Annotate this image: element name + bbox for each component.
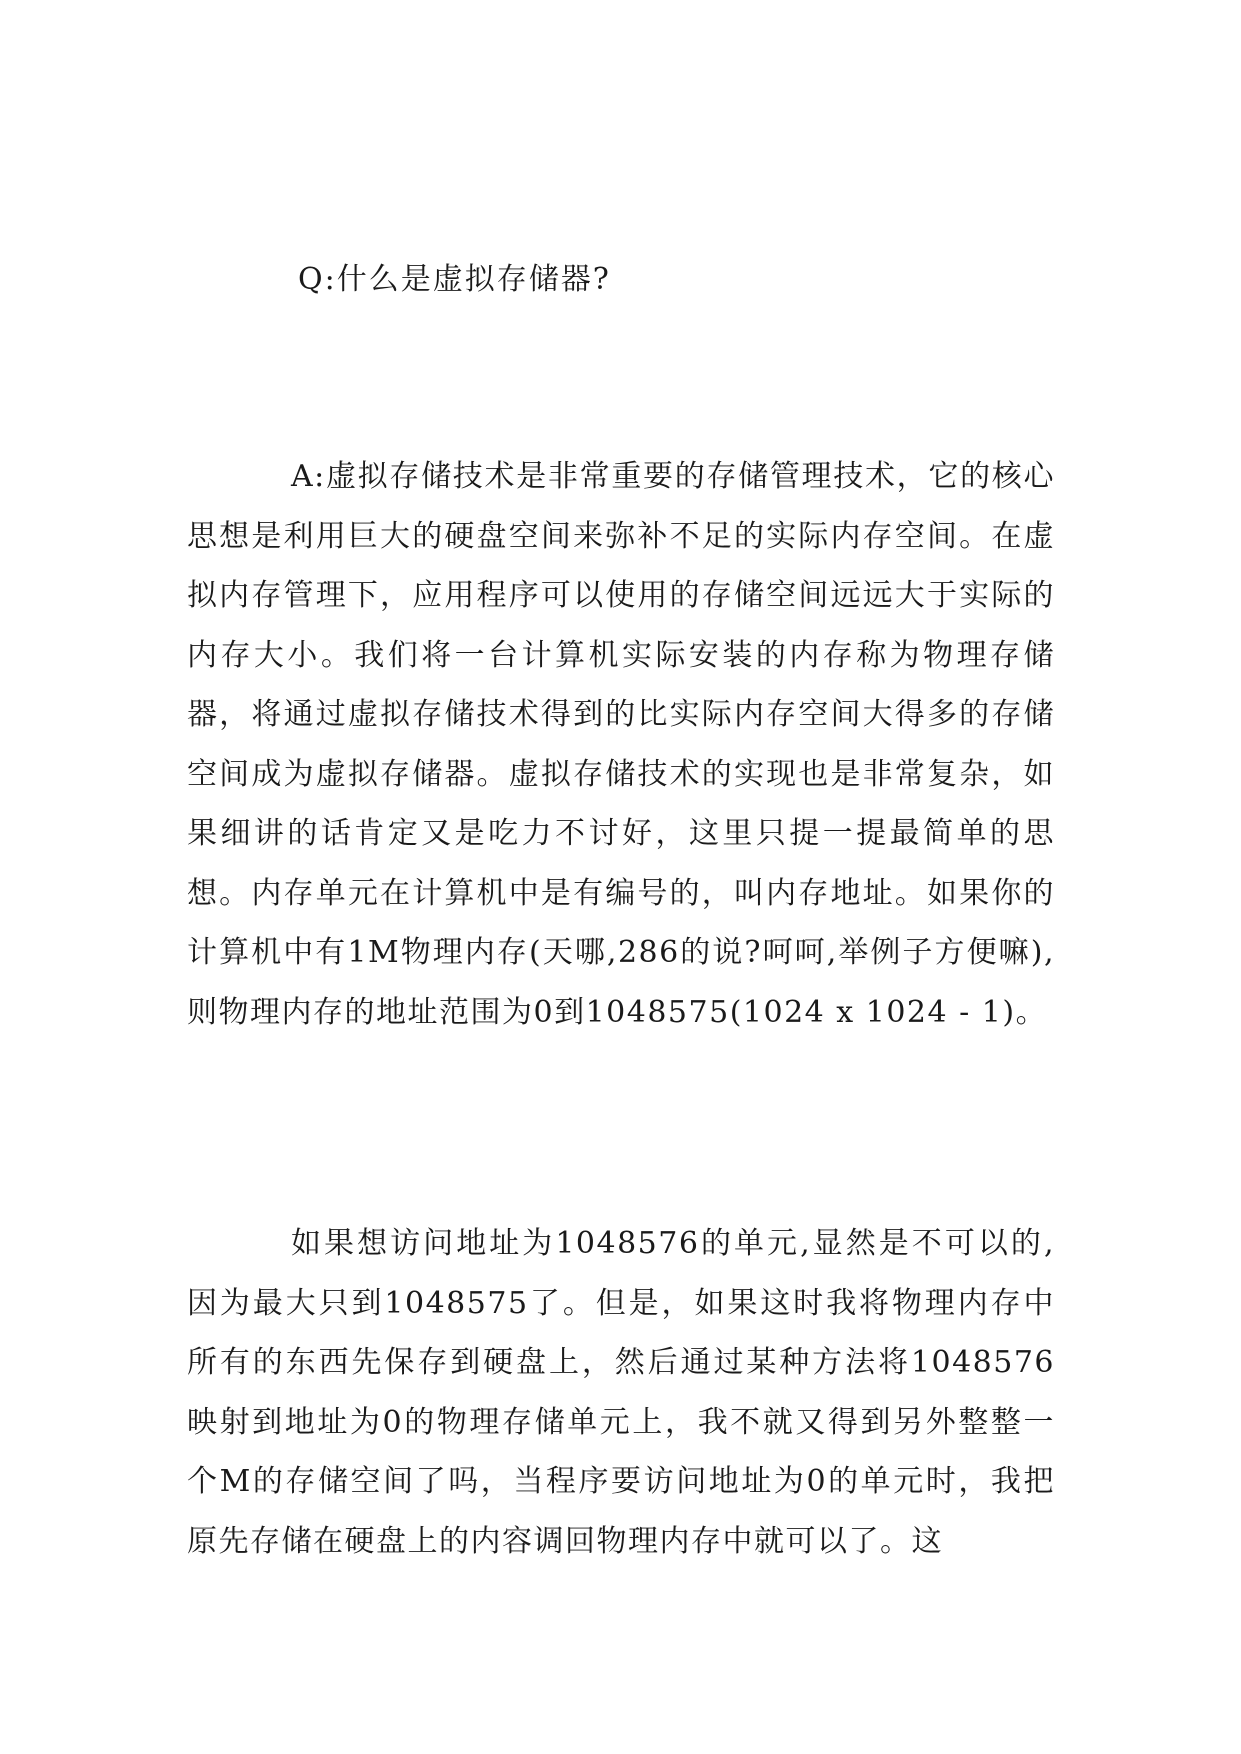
answer-paragraph: A:虚拟存储技术是非常重要的存储管理技术，它的核心思想是利用巨大的硬盘空间来弥补不足的实际内存空间。在虚拟内存管理下，应用程序可以使用的存储空间远远大于实际的内存大小。我们将一台计算机实际安装的内存称为物理存储器，将通过虚拟存储技术得到的比实际内存空间大得多的存储空间成为虚拟存储器。虚拟存储技术的实现也是非常复杂，如果细讲的话肯定又是吃力不讨好，这里只提一提最简单的思想。内存单元在计算机中是有编号的，叫内存地址。如果你的计算机中有1M物理内存(天哪,286的说?呵呵,举例子方便嘛),则物理内存的地址范围为0到1048575(1024 x 1024 - 1)。 <box>187 459 1055 1030</box>
continuation-paragraph: 如果想访问地址为1048576的单元,显然是不可以的,因为最大只到1048575了。但是，如果这时我将物理内存中所有的东西先保存到硬盘上，然后通过某种方法将1048576映射到地址为0的物理存储单元上，我不就又得到另外整整一个M的存储空间了吗，当程序要访问地址为0的单元时，我把原先存储在硬盘上的内容调回物理内存中就可以了。这 <box>187 1226 1055 1559</box>
question-paragraph: Q:什么是虚拟存储器? <box>298 262 611 297</box>
